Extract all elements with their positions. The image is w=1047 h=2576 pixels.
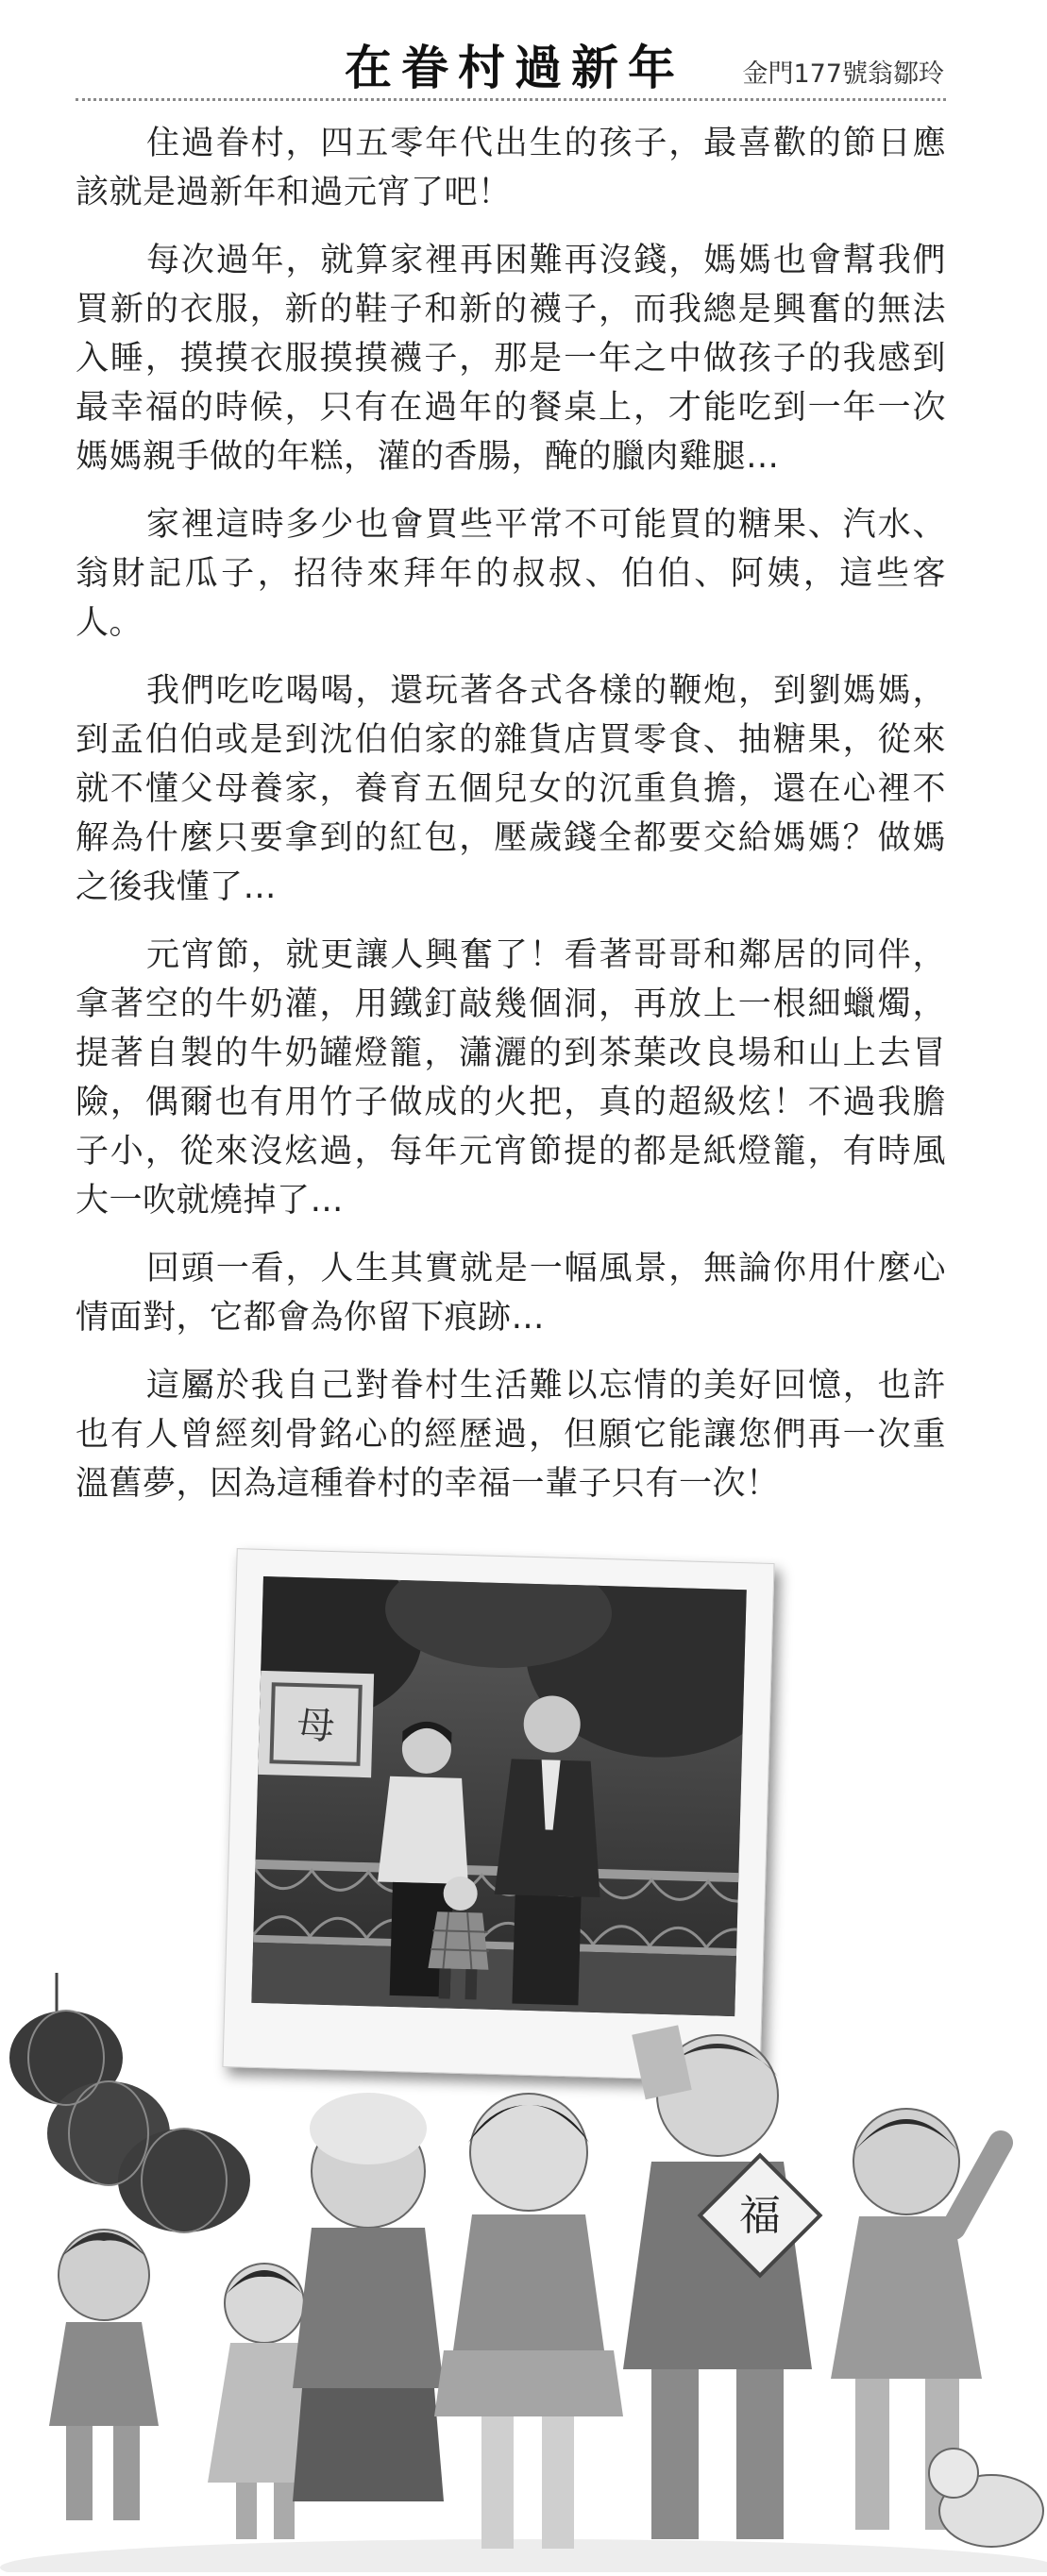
illustration-image	[0, 1973, 1047, 2572]
paragraph-7: 這屬於我自己對眷村生活難以忘情的美好回憶，也許也有人曾經刻骨銘心的經歷過，但願它能讓您們再一次重溫舊夢，因為這種眷村的幸福一輩子只有一次！	[76, 1367, 946, 1503]
paragraph-1: 住過眷村，四五零年代出生的孩子，最喜歡的節日應該就是過新年和過元宵了吧！	[76, 125, 946, 211]
article-title: 在眷村過新年	[345, 40, 684, 95]
mother-figure	[434, 2094, 623, 2549]
child-figure-left	[49, 2230, 159, 2520]
article-body	[76, 119, 946, 1527]
paragraph-5: 元宵節，就更讓人興奮了！看著哥哥和鄰居的同伴，拿著空的牛奶灌，用鐵釘敲幾個洞，再放上一根細蠟燭，提著自製的牛奶罐燈籠，瀟灑的到茶葉改良場和山上去冒險，偶爾也有用竹子做成的火把，真的超級炫！不過我膽子小，從來沒炫過，每年元宵節提的都是紙燈籠，有時風大一吹就燒掉了…	[76, 936, 946, 1220]
father-figure	[623, 2025, 812, 2539]
lantern-icon	[9, 1973, 250, 2232]
family-photo-image	[251, 1576, 746, 2016]
new-year-family-illustration	[0, 1973, 1047, 2572]
fu-character: 福	[739, 2192, 781, 2240]
sign-text: 母	[296, 1704, 336, 1749]
paragraph-6: 回頭一看，人生其實就是一幅風景，無論你用什麼心情面對，它都會為你留下痕跡…	[76, 1250, 946, 1337]
paragraph-2: 每次過年，就算家裡再困難再沒錢，媽媽也會幫我們買新的衣服，新的鞋子和新的襪子，而我總是興奮的無法入睡，摸摸衣服摸摸襪子，那是一年之中做孩子的我感到最幸福的時候，只有在過年的餐桌上，才能吃到一年一次媽媽親手做的年糕，灌的香腸，醃的臘肉雞腿…	[76, 242, 946, 476]
dog-figure	[929, 2449, 1043, 2547]
article-author: 金門177號翁鄒玲	[742, 59, 944, 89]
paragraph-4: 我們吃吃喝喝，還玩著各式各樣的鞭炮，到劉媽媽，到孟伯伯或是到沈伯伯家的雜貨店買零食、抽糖果，從來就不懂父母養家，養育五個兒女的沉重負擔，還在心裡不解為什麼只要拿到的紅包，壓歲錢全都要交給媽媽？做媽之後我懂了…	[76, 672, 946, 906]
paragraph-3: 家裡這時多少也會買些平常不可能買的糖果、汽水、翁財記瓜子，招待來拜年的叔叔、伯伯、阿姨，這些客人。	[76, 506, 946, 642]
family-photo	[251, 1576, 746, 2016]
grandmother-figure	[293, 2093, 444, 2501]
title-divider	[76, 98, 946, 101]
article-header	[76, 25, 944, 94]
